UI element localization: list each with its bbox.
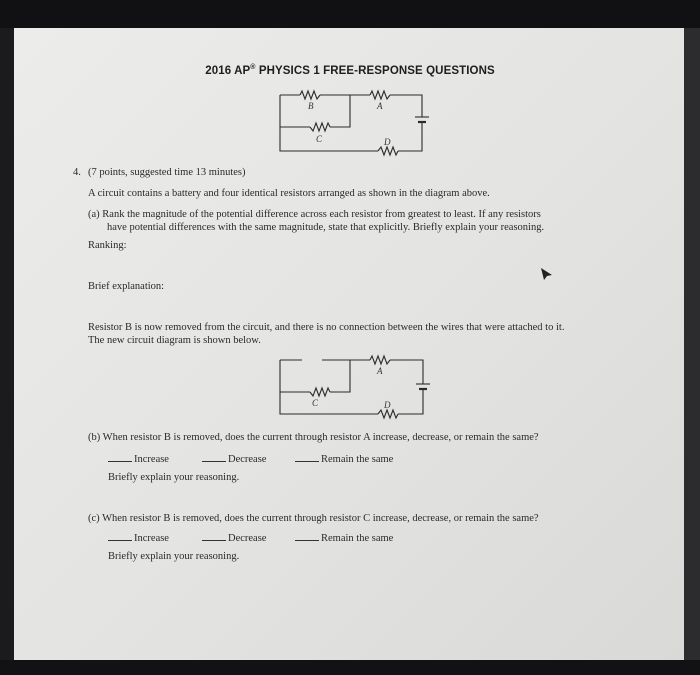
removal-text-line2: The new circuit diagram is shown below.	[88, 335, 261, 346]
page-title: 2016 AP® PHYSICS 1 FREE-RESPONSE QUESTIONS	[205, 64, 495, 77]
label-c: C	[316, 134, 323, 144]
resistor-c	[310, 388, 330, 396]
circuit-diagram-full	[270, 85, 440, 160]
label-a: A	[377, 366, 383, 376]
part-b-remain-option[interactable]: Remain the same	[295, 452, 393, 466]
part-a-line2: have potential differences with the same magnitude, state that explicitly. Briefly explain your reasoning.	[107, 222, 545, 233]
mouse-pointer-icon	[538, 266, 554, 282]
part-b-decrease-option[interactable]: Decrease	[202, 452, 266, 466]
resistor-a	[370, 356, 390, 364]
part-c-remain-option[interactable]: Remain the same	[295, 531, 393, 545]
label-c: C	[312, 398, 319, 408]
part-a-line1: (a) Rank the magnitude of the potential difference across each resistor from greatest to least. If any resistors	[88, 209, 541, 220]
removal-text-line1: Resistor B is now removed from the circuit, and there is no connection between the wires that were attached to it.	[88, 322, 565, 333]
brief-explanation-label: Brief explanation:	[88, 281, 165, 292]
photo-bottom-edge	[0, 660, 700, 675]
part-c-explain-label: Briefly explain your reasoning.	[108, 551, 240, 562]
resistor-d	[378, 410, 398, 418]
intro-text: A circuit contains a battery and four identical resistors arranged as shown in the diagram above.	[88, 188, 490, 199]
label-b: B	[308, 101, 314, 111]
part-b-explain-label: Briefly explain your reasoning.	[108, 472, 240, 483]
part-c-decrease-option[interactable]: Decrease	[202, 531, 266, 545]
resistor-a	[370, 91, 390, 99]
resistor-b	[300, 91, 320, 99]
ranking-label: Ranking:	[88, 240, 127, 251]
part-c-question: (c) When resistor B is removed, does the current through resistor C increase, decrease, or remain the same?	[88, 513, 539, 524]
part-b-increase-option[interactable]: Increase	[108, 452, 169, 466]
resistor-c	[310, 123, 330, 131]
label-d: D	[384, 400, 391, 410]
part-b-question: (b) When resistor B is removed, does the current through resistor A increase, decrease, or remain the same?	[88, 432, 539, 443]
points-line: (7 points, suggested time 13 minutes)	[88, 167, 246, 178]
photo-top-edge	[0, 0, 700, 28]
circuit-diagram-modified	[268, 352, 438, 422]
question-number: 4.	[73, 167, 81, 178]
label-a: A	[377, 101, 383, 111]
label-d: D	[384, 137, 391, 147]
part-c-increase-option[interactable]: Increase	[108, 531, 169, 545]
photo-right-edge	[684, 28, 700, 660]
resistor-d	[378, 147, 398, 155]
